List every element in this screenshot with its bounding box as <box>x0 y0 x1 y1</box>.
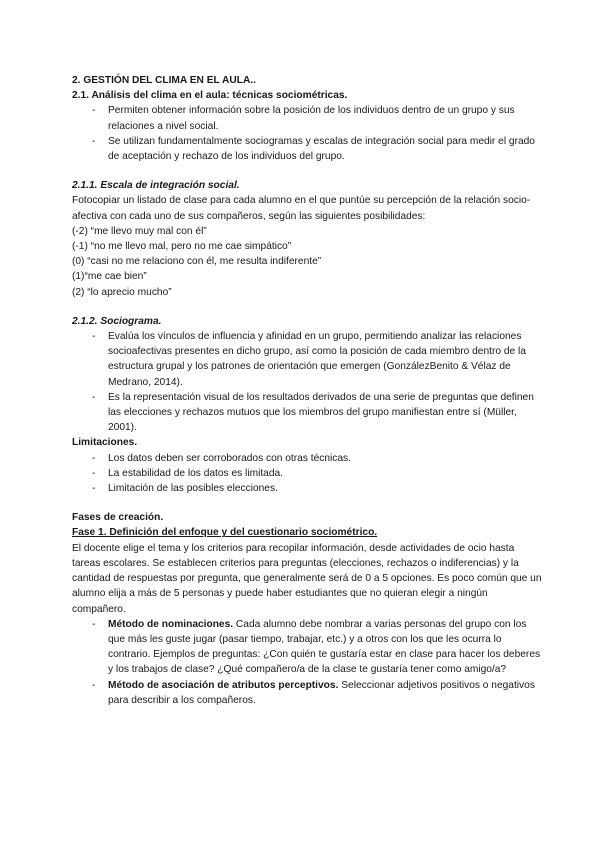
list-item: - Evalúa los vínculos de influencia y afinidad en un grupo, permitiendo analizar las relaciones socioafectivas presentes en dicho grupo, así como la posición de cada miembro dentro de la estructura grupal y los patrones de orientación que emergen (GonzálezBenito & Vélaz de Medrano, 2014). <box>72 329 542 390</box>
limitations-title: Limitaciones. <box>72 437 138 449</box>
method-name: Método de nominaciones. <box>108 618 234 630</box>
list-item: - Limitación de las posibles elecciones. <box>72 481 542 496</box>
methods-list <box>72 617 542 708</box>
list-item <box>72 617 542 678</box>
scale-option: (-2) “me llevo muy mal con él” <box>72 225 207 237</box>
method-name: Método de asociación de atributos perceptivos. <box>108 679 339 691</box>
section-heading: 2. GESTIÓN DEL CLIMA EN EL AULA.. <box>72 75 256 86</box>
list-item <box>72 678 542 708</box>
scale-option: (-1) “no me llevo mal, pero no me cae simpático” <box>72 241 292 253</box>
limitations-list <box>72 451 542 497</box>
method-text: Cada alumno debe nombrar a varias personas del grupo con los que más les guste jugar (pasar tiempo, trabajar, etc.) y a otros con los que les ocurra lo contrario. Ejemplos de preguntas: ¿Con quién te gustaría estar en clase para hacer los deberes y los trabajos de clase? ¿Qué compañero/a de la clase te gustaría tener como amigo/a? <box>108 618 541 676</box>
intro-list <box>72 103 542 164</box>
list-item: - Se utilizan fundamentalmente sociogramas y escalas de integración social para medir el grado de aceptación y rechazo de los individuos del grupo. <box>72 134 542 164</box>
method-text: Seleccionar adjetivos positivos o negativos para describir a los compañeros. <box>108 679 535 706</box>
phases-title: Fases de creación. <box>72 512 164 524</box>
subsection-heading: 2.1. Análisis del clima en el aula: técnicas sociométricas. <box>72 90 348 102</box>
scale-title: 2.1.1. Escala de integración social. <box>72 180 240 192</box>
sociogram-title: 2.1.2. Sociograma. <box>72 315 162 327</box>
scale-option: (1)“me cae bien” <box>72 271 147 283</box>
list-item: - Permiten obtener información sobre la posición de los individuos dentro de un grupo y sus relaciones a nivel social. <box>72 103 542 133</box>
list-item: - Los datos deben ser corroborados con otras técnicas. <box>72 451 542 466</box>
list-item: - Es la representación visual de los resultados derivados de una serie de preguntas que definen las elecciones y rechazos mutuos que los miembros del grupo manifiestan entre sí (Müller, 2001). <box>72 390 542 436</box>
phase1-paragraph: El docente elige el tema y los criterios para recopilar información, desde actividades de ocio hasta tareas escolares. Se establecen criterios para preguntas (elecciones, rechazos o indiferencias) y la cantidad de respuestas por pregunta, que generalmente será de 0 a 5 opciones. Es poco común que un alumno elija a más de 5 personas y puede haber estudiantes que no quieran elegir a ningún compañero. <box>72 542 542 615</box>
scale-option: (0) “casi no me relaciono con él, me resulta indiferente” <box>72 256 322 268</box>
phase1-title: Fase 1. Definición del enfoque y del cuestionario sociométrico. <box>72 527 378 539</box>
list-item: - La estabilidad de los datos es limitada. <box>72 466 542 481</box>
document-page <box>72 73 542 708</box>
scale-paragraph: Fotocopiar un listado de clase para cada alumno en el que puntúe su percepción de la relación socio-afectiva con cada uno de sus compañeros, según las siguientes posibilidades: <box>72 195 531 222</box>
scale-option: (2) “lo aprecio mucho” <box>72 286 172 298</box>
sociogram-list <box>72 329 542 435</box>
